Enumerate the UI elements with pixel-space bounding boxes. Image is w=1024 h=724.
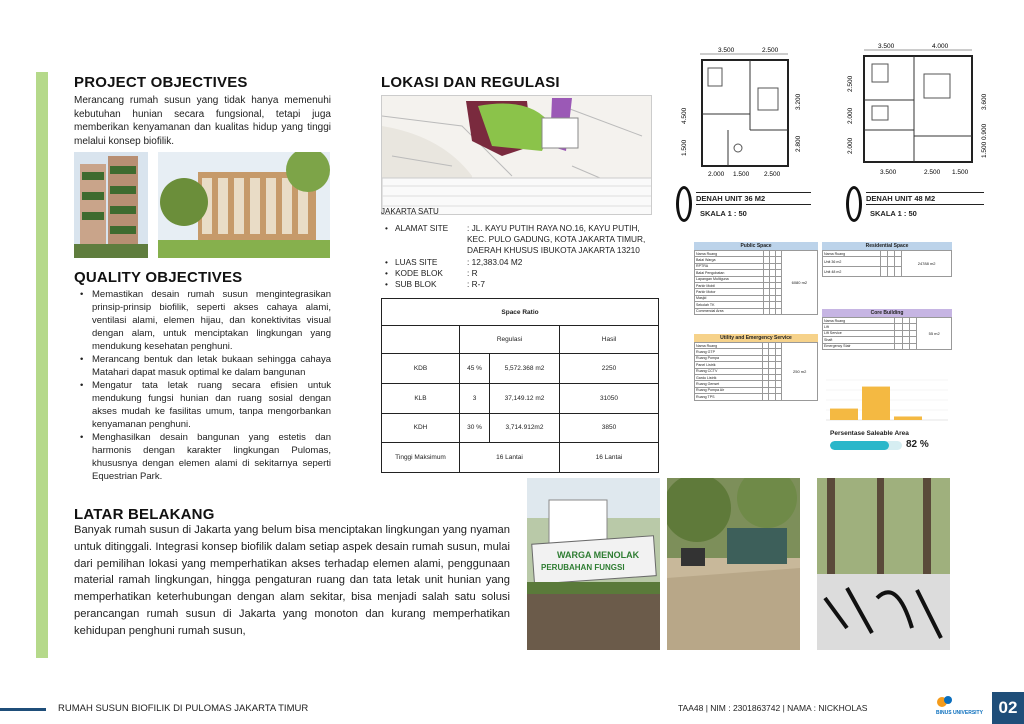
background-body: Banyak rumah susun di Jakarta yang belum bisa menciptakan lingkungan yang nyaman untuk ditinggali. Integrasi konsep biofilik dalam setiap aspek desain rumah susun, mulai dari pemilihan lokasi yang memperhatikan akses terhadap elemen alami, penggunaan material ramah lingkungan, hingga pengaturan ruang dan tata letak unit hunian yang memperhatikan keterhubungan dengan alam sekitar, bisa menjadi salah satu solusi perancangan rumah susun di Jakarta yang monoton dan kurang memperhatikan kehidupan penghuni rumah susun, bbox=[74, 524, 510, 637]
location-value: : 12,383.04 M2 bbox=[467, 256, 523, 267]
plan36-label bbox=[696, 192, 811, 205]
table-cell: Commercial Area bbox=[695, 308, 764, 314]
quality-item: • Menghasilkan desain bangunan yang estetis dan harmonis dengan karakter lingkungan Pulomas, khususnya dengan elemen alami di sekitarnya seperti Equestrian Park. bbox=[80, 431, 331, 483]
table-cell: Panel Listrik bbox=[695, 362, 763, 368]
row-name: KDB bbox=[382, 354, 460, 384]
quality-item: • Memastikan desain rumah susun mengintegrasikan prinsip-prinsip biofilik, seperti akses cahaya alami, ventilasi alami, elemen hijau, dan konektivitas visual dengan alam, untuk menciptakan lingkungan yang mendukung kesehatan penghuni. bbox=[80, 288, 331, 353]
table-cell: Emergency Stair bbox=[823, 343, 895, 349]
tinggi-reg: 16 Lantai bbox=[460, 443, 560, 473]
site-photo-fence bbox=[817, 478, 950, 650]
dim-top: 4.000 bbox=[932, 43, 949, 50]
table-cell: Balai Pengobatan bbox=[695, 270, 764, 276]
quality-item: • Mengatur tata letak ruang secara efisien untuk mendukung fungsi hunian dan ruang sosial dengan akses mudah ke fasilitas umum, tanpa mengorbankan kenyamanan penghuni. bbox=[80, 379, 331, 431]
background-title: LATAR BELAKANG bbox=[74, 506, 215, 523]
objectives-title: PROJECT OBJECTIVES bbox=[74, 74, 248, 91]
saleable-label: Persentase Saleable Area bbox=[830, 430, 909, 437]
floor-plan-36 bbox=[678, 44, 812, 184]
location-value: : JL. KAYU PUTIH RAYA NO.16, KAYU PUTIH, KEC. PULO GADUNG, KOTA JAKARTA TIMUR, DAERAH KHUSUS IBUKOTA JAKARTA 13210 bbox=[467, 223, 646, 256]
public-space-table bbox=[694, 242, 818, 315]
footer-info: TAA48 | NIM : 2301863742 | NAMA : NICKHOLAS bbox=[678, 703, 868, 713]
plan48-label bbox=[866, 192, 984, 205]
row-reg: 37,149.12 m2 bbox=[490, 383, 560, 413]
dim-left: 2.500 bbox=[847, 75, 854, 92]
row-name: KDH bbox=[382, 413, 460, 443]
dim-left: 2.000 bbox=[847, 137, 854, 154]
binus-logo bbox=[932, 694, 984, 718]
site-photo-street bbox=[667, 478, 800, 650]
plan-marker bbox=[846, 186, 862, 222]
row-pct: 30 % bbox=[460, 413, 490, 443]
location-item: • LUAS SITE : 12,383.04 M2 bbox=[385, 257, 653, 268]
building-photo-2 bbox=[158, 152, 330, 258]
plan48-title: DENAH UNIT 48 M2 bbox=[866, 194, 936, 203]
plan-marker bbox=[676, 186, 692, 222]
table-cell: Ruang TPS bbox=[695, 394, 763, 400]
logo-text: BINUS UNIVERSITY bbox=[936, 710, 983, 716]
dim-left: 1.500 bbox=[681, 139, 688, 156]
table-cell: Ruang GTP bbox=[695, 349, 763, 355]
utility-total: 250 m2 bbox=[782, 343, 818, 401]
location-value: : R-7 bbox=[467, 279, 485, 290]
chart-bar bbox=[830, 409, 858, 420]
saleable-progress bbox=[830, 441, 902, 450]
space-ratio-table bbox=[381, 298, 659, 473]
location-title: LOKASI DAN REGULASI bbox=[381, 74, 560, 91]
dim-top: 3.500 bbox=[878, 43, 895, 50]
core-title: Core Building bbox=[822, 309, 952, 317]
map-caption: JAKARTA SATU bbox=[381, 207, 439, 216]
table-cell: Ruang Pompa bbox=[695, 355, 763, 361]
table-cell: Nama Ruang bbox=[823, 318, 895, 324]
table-cell: Unit 36 m2 bbox=[823, 257, 881, 267]
quality-title: QUALITY OBJECTIVES bbox=[74, 269, 243, 286]
chart-bar bbox=[894, 416, 922, 420]
location-item: • SUB BLOK : R-7 bbox=[385, 279, 653, 290]
dim-left: 4.500 bbox=[681, 107, 688, 124]
plan48-scale: SKALA 1 : 50 bbox=[870, 209, 917, 218]
row-hasil: 31050 bbox=[560, 383, 659, 413]
footer-title: RUMAH SUSUN BIOFILIK DI PULOMAS JAKARTA TIMUR bbox=[58, 703, 309, 714]
location-label: LUAS SITE bbox=[395, 256, 438, 267]
public-total: 6080 m2 bbox=[781, 251, 817, 315]
area-bar-chart bbox=[822, 366, 952, 424]
location-item: • KODE BLOK : R bbox=[385, 268, 653, 279]
banner-line2: PERUBAHAN FUNGSI bbox=[541, 563, 625, 572]
dim-right: 2.800 bbox=[795, 135, 802, 152]
quality-list bbox=[80, 288, 331, 483]
row-reg: 5,572.368 m2 bbox=[490, 354, 560, 384]
building-photo-1 bbox=[74, 152, 148, 258]
location-label: ALAMAT SITE bbox=[395, 223, 449, 233]
dim-bottom: 2.000 bbox=[708, 171, 725, 178]
space-ratio-title: Space Ratio bbox=[382, 299, 659, 326]
accent-bar bbox=[36, 72, 48, 658]
row-pct: 45 % bbox=[460, 354, 490, 384]
table-cell: Nama Ruang bbox=[823, 251, 881, 257]
tinggi-hasil: 16 Lantai bbox=[560, 443, 659, 473]
row-hasil: 2250 bbox=[560, 354, 659, 384]
dim-bottom: 2.500 bbox=[764, 171, 781, 178]
row-reg: 3,714.912m2 bbox=[490, 413, 560, 443]
core-total: 55 m2 bbox=[917, 318, 952, 350]
table-cell: Lift bbox=[823, 324, 895, 330]
saleable-progress-fill bbox=[830, 441, 889, 450]
residential-table bbox=[822, 242, 952, 277]
quality-item: • Merancang bentuk dan letak bukaan sehingga cahaya Matahari dapat masuk optimal ke dalam bangunan bbox=[80, 353, 331, 379]
table-cell: Nama Ruang bbox=[695, 251, 764, 257]
row-name: KLB bbox=[382, 383, 460, 413]
table-cell: Parkir Motor bbox=[695, 289, 764, 295]
dim-left: 2.000 bbox=[847, 107, 854, 124]
dim-right: 1.500 bbox=[981, 141, 988, 158]
table-cell: Parkir Mobil bbox=[695, 282, 764, 288]
dim-bottom: 2.500 bbox=[924, 169, 941, 176]
location-item: • ALAMAT SITE : JL. KAYU PUTIH RAYA NO.16, KAYU PUTIH, KEC. PULO GADUNG, KOTA JAKARTA TIMUR, DAERAH KHUSUS IBUKOTA JAKARTA 13210 bbox=[385, 223, 653, 257]
saleable-value: 82 % bbox=[906, 439, 929, 450]
footer-line bbox=[0, 708, 46, 711]
residential-total: 24788 m2 bbox=[902, 251, 952, 277]
table-cell: Lapangan Multiguna bbox=[695, 276, 764, 282]
hasil-header: Hasil bbox=[560, 326, 659, 354]
plan36-title: DENAH UNIT 36 M2 bbox=[696, 194, 766, 203]
table-cell: Ruang Pompa Air bbox=[695, 387, 763, 393]
location-label: SUB BLOK bbox=[395, 279, 437, 290]
dim-top: 2.500 bbox=[762, 47, 779, 54]
location-label: KODE BLOK bbox=[395, 267, 443, 278]
regulasi-header: Regulasi bbox=[460, 326, 560, 354]
table-cell: Nama Ruang bbox=[695, 343, 763, 349]
table-cell: Ruang CCTV bbox=[695, 368, 763, 374]
table-cell: Balai Warga bbox=[695, 257, 764, 263]
dim-bottom: 1.500 bbox=[952, 169, 969, 176]
floor-plan-48 bbox=[840, 40, 990, 184]
table-cell: Gardu Listrik bbox=[695, 374, 763, 380]
table-cell: RPTRA bbox=[695, 263, 764, 269]
location-value: : R bbox=[467, 267, 478, 278]
row-pct: 3 bbox=[460, 383, 490, 413]
dim-top: 3.500 bbox=[718, 47, 735, 54]
core-table bbox=[822, 309, 952, 350]
utility-table bbox=[694, 334, 818, 401]
residential-title: Residential Space bbox=[822, 242, 952, 250]
utility-title: Utility and Emergency Service bbox=[694, 334, 818, 342]
dim-right: 3.600 bbox=[981, 93, 988, 110]
dim-right: 0.900 bbox=[981, 123, 988, 140]
site-photo-banner bbox=[527, 478, 660, 650]
tinggi-label: Tinggi Maksimum bbox=[382, 443, 460, 473]
public-space-title: Public Space bbox=[694, 242, 818, 250]
chart-bar bbox=[862, 387, 890, 420]
row-hasil: 3850 bbox=[560, 413, 659, 443]
table-cell: Unit 48 m2 bbox=[823, 267, 881, 277]
dim-bottom: 1.500 bbox=[733, 171, 750, 178]
table-cell: Ruang Genset bbox=[695, 381, 763, 387]
location-list bbox=[385, 223, 653, 290]
page-number: 02 bbox=[992, 692, 1024, 724]
plan36-scale: SKALA 1 : 50 bbox=[700, 209, 747, 218]
table-cell: Shaft bbox=[823, 337, 895, 343]
dim-right: 3.200 bbox=[795, 93, 802, 110]
site-map bbox=[381, 95, 652, 215]
table-cell: Masjid bbox=[695, 295, 764, 301]
objectives-body: Merancang rumah susun yang tidak hanya memenuhi kebutuhan hunian secara fungsional, tetapi juga memberikan kenyamanan dan kualitas hidup yang tinggi melalui konsep biofilik. bbox=[74, 95, 331, 147]
table-cell: Sekolah TK bbox=[695, 302, 764, 308]
dim-bottom: 3.500 bbox=[880, 169, 897, 176]
table-cell: Lift Service bbox=[823, 330, 895, 336]
banner-line1: WARGA MENOLAK bbox=[557, 550, 640, 560]
